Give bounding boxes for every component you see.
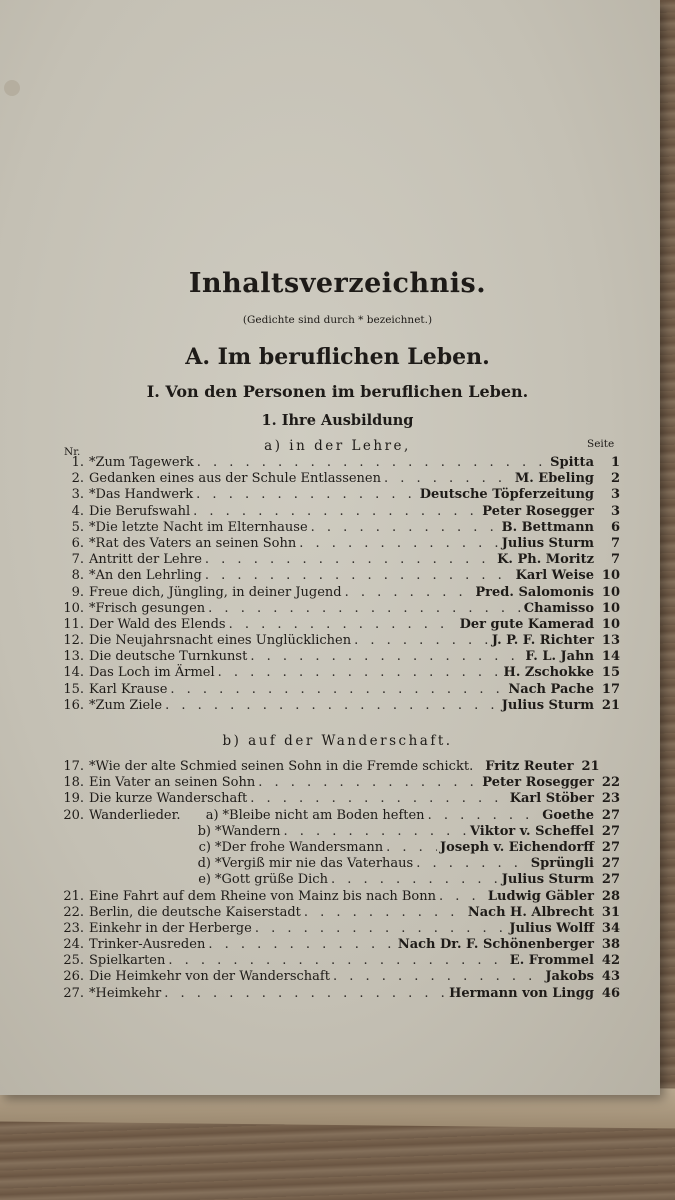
leader-dots bbox=[205, 568, 513, 584]
entry-title-cell bbox=[84, 471, 381, 487]
entry-author: Pred. Salomonis bbox=[475, 584, 594, 600]
entry-author: E. Frommel bbox=[509, 953, 594, 969]
entry-number: 14. bbox=[63, 665, 84, 681]
entry-title: *Zum Ziele bbox=[89, 697, 163, 713]
entry-letter: d) bbox=[197, 856, 211, 872]
toc-entry bbox=[58, 552, 620, 568]
leader-dots bbox=[197, 455, 547, 471]
entry-title: Eine Fahrt auf dem Rheine von Mainz bis nach Bonn bbox=[89, 888, 436, 904]
entry-number: 13. bbox=[63, 649, 84, 665]
entry-page: 14 bbox=[601, 649, 620, 665]
leader-dots bbox=[299, 536, 499, 552]
entry-title-cell bbox=[84, 455, 194, 471]
toc-entry bbox=[58, 905, 620, 921]
toc-entry bbox=[58, 937, 620, 953]
toc-entry bbox=[58, 617, 620, 633]
entry-author: Jakobs bbox=[545, 969, 594, 985]
column-nr-label: Nr. bbox=[64, 446, 81, 458]
entry-number: 4. bbox=[71, 503, 84, 519]
entry-author: J. P. F. Richter bbox=[491, 633, 594, 649]
entry-title: *Rat des Vaters an seinen Sohn bbox=[89, 535, 297, 551]
entry-title-cell bbox=[84, 682, 167, 698]
entry-page: 38 bbox=[601, 937, 620, 953]
entry-title: Gedanken eines aus der Schule Entlassenen bbox=[89, 471, 381, 487]
entry-author: Nach H. Albrecht bbox=[467, 904, 594, 920]
poem-note: (Gedichte sind durch * bezeichnet.) bbox=[242, 314, 433, 326]
entry-number: 10. bbox=[63, 600, 84, 616]
entry-number: 2. bbox=[71, 471, 84, 487]
entry-page: 7 bbox=[610, 535, 620, 551]
entry-title-cell bbox=[84, 791, 247, 807]
entry-author: H. Zschokke bbox=[503, 665, 594, 681]
toc-entry bbox=[58, 455, 620, 471]
entry-title-cell bbox=[84, 986, 161, 1002]
toc-entry bbox=[58, 585, 620, 601]
entry-title-cell bbox=[84, 698, 162, 714]
entry-title-cell bbox=[84, 856, 413, 872]
toc-entry bbox=[58, 953, 620, 969]
leader-dots bbox=[258, 775, 479, 791]
entry-title: Die Neujahrsnacht eines Unglücklichen bbox=[89, 633, 352, 649]
leader-dots bbox=[165, 698, 499, 714]
entry-author: Peter Rosegger bbox=[482, 503, 594, 519]
entry-title: Das Loch im Ärmel bbox=[89, 665, 215, 681]
entry-title-cell bbox=[84, 520, 308, 536]
leader-dots bbox=[439, 889, 485, 905]
entry-page: 10 bbox=[601, 568, 620, 584]
entry-author: F. L. Jahn bbox=[525, 649, 594, 665]
entry-page: 10 bbox=[601, 584, 620, 600]
entry-title-cell bbox=[84, 840, 383, 856]
entry-page: 13 bbox=[601, 633, 620, 649]
toc-entry bbox=[58, 889, 620, 905]
entry-page: 43 bbox=[601, 969, 620, 985]
leader-dots bbox=[304, 905, 465, 921]
entry-title-cell bbox=[84, 808, 425, 824]
entry-subtitle: *Gott grüße Dich bbox=[215, 872, 328, 888]
entry-author: K. Ph. Moritz bbox=[497, 552, 594, 568]
entry-page: 28 bbox=[601, 888, 620, 904]
entry-number: 17. bbox=[63, 759, 84, 774]
leader-dots bbox=[193, 504, 479, 520]
entry-title-cell bbox=[84, 872, 328, 888]
leader-dots bbox=[255, 921, 507, 937]
entry-number: 27. bbox=[63, 985, 84, 1001]
leader-dots bbox=[168, 953, 506, 969]
toc-entry bbox=[58, 665, 620, 681]
entry-number: 25. bbox=[63, 953, 84, 969]
entry-title: *Frisch gesungen bbox=[89, 600, 206, 616]
entry-number: 19. bbox=[63, 791, 84, 807]
entry-author: Karl Weise bbox=[515, 568, 594, 584]
entry-page: 17 bbox=[601, 681, 620, 697]
toc-entry bbox=[58, 840, 620, 856]
entry-number: 11. bbox=[63, 616, 84, 632]
entry-page: 7 bbox=[610, 552, 620, 568]
entry-title: Trinker-Ausreden bbox=[89, 937, 206, 953]
leader-dots bbox=[428, 808, 540, 824]
entry-title: *Heimkehr bbox=[89, 985, 162, 1001]
leader-dots bbox=[416, 856, 528, 872]
toc-entry bbox=[58, 808, 620, 824]
leader-dots bbox=[164, 986, 446, 1002]
entry-page: 27 bbox=[601, 856, 620, 872]
entry-page: 22 bbox=[601, 775, 620, 791]
entry-page: 2 bbox=[610, 471, 620, 487]
entry-title-cell bbox=[84, 775, 255, 791]
entry-number: 18. bbox=[63, 775, 84, 791]
toc-entry bbox=[58, 856, 620, 872]
entry-page: 42 bbox=[601, 953, 620, 969]
entry-author: Nach Pache bbox=[508, 681, 594, 697]
entry-number: 24. bbox=[63, 937, 84, 953]
entry-page: 6 bbox=[610, 519, 620, 535]
toc-entry bbox=[58, 824, 620, 840]
entry-number: 16. bbox=[63, 697, 84, 713]
leader-dots bbox=[331, 872, 499, 888]
entry-author: Nach Dr. F. Schönenberger bbox=[397, 937, 594, 953]
entry-title: *Die letzte Nacht im Elternhause bbox=[89, 519, 308, 535]
entry-title-cell bbox=[84, 487, 193, 503]
page-title: Inhaltsverzeichnis. bbox=[188, 268, 487, 299]
entry-title: *Das Handwerk bbox=[89, 487, 194, 503]
entry-title: Antritt der Lehre bbox=[89, 552, 202, 568]
leader-dots bbox=[196, 487, 417, 503]
entry-number: 8. bbox=[71, 568, 84, 584]
leader-dots bbox=[205, 552, 494, 568]
entry-number: 3. bbox=[71, 487, 84, 503]
entry-page: 23 bbox=[601, 791, 620, 807]
entry-page: 1 bbox=[610, 455, 620, 470]
entry-page: 31 bbox=[601, 904, 620, 920]
toc-entry bbox=[58, 872, 620, 888]
entry-number: 12. bbox=[63, 633, 84, 649]
group-b-heading: b) auf der Wanderschaft. bbox=[222, 733, 453, 749]
toc-entry bbox=[58, 487, 620, 503]
entry-title-cell bbox=[84, 536, 296, 552]
entry-title: Einkehr in der Herberge bbox=[89, 920, 252, 936]
entry-page: 3 bbox=[610, 503, 620, 519]
entry-author: B. Bettmann bbox=[501, 519, 594, 535]
toc-entry bbox=[58, 969, 620, 985]
entry-author: Joseph v. Eichendorff bbox=[440, 839, 594, 855]
toc-entry bbox=[58, 568, 620, 584]
entry-title: Berlin, die deutsche Kaiserstadt bbox=[89, 904, 301, 920]
leader-dots bbox=[229, 617, 457, 633]
entry-number: 15. bbox=[63, 681, 84, 697]
entry-title-cell bbox=[84, 889, 436, 905]
toc-list-a bbox=[58, 455, 620, 714]
entry-title: Spielkarten bbox=[89, 953, 166, 969]
leader-dots bbox=[208, 937, 394, 953]
column-seite-label: Seite bbox=[587, 438, 615, 450]
entry-title-cell bbox=[84, 552, 202, 568]
leader-dots bbox=[250, 649, 522, 665]
toc-entry bbox=[58, 649, 620, 665]
leader-dots bbox=[208, 601, 521, 617]
entry-title-cell bbox=[84, 649, 247, 665]
entry-subtitle: *Bleibe nicht am Boden heften bbox=[222, 807, 425, 823]
toc-entry bbox=[58, 601, 620, 617]
entry-title-cell bbox=[84, 585, 342, 601]
leader-dots bbox=[345, 585, 473, 601]
leader-dots bbox=[218, 665, 501, 681]
entry-title: Freue dich, Jüngling, in deiner Jugend bbox=[89, 584, 342, 600]
group-a-heading: a) in der Lehre, bbox=[264, 438, 411, 454]
entry-title-cell bbox=[84, 665, 215, 681]
entry-page: 34 bbox=[601, 920, 620, 936]
toc-entry bbox=[58, 504, 620, 520]
entry-page: 27 bbox=[601, 872, 620, 888]
entry-page: 10 bbox=[601, 600, 620, 616]
toc-entry bbox=[58, 698, 620, 714]
toc-entry bbox=[58, 986, 620, 1002]
entry-letter: b) bbox=[197, 823, 211, 839]
toc-list-b bbox=[58, 759, 620, 1002]
leader-dots bbox=[250, 791, 506, 807]
entry-author: Der gute Kamerad bbox=[459, 616, 594, 632]
entry-page: 21 bbox=[581, 759, 600, 774]
entry-title: Ein Vater an seinen Sohn bbox=[89, 775, 256, 791]
entry-subtitle: *Vergiß mir nie das Vaterhaus bbox=[215, 856, 414, 872]
entry-subtitle: *Wandern bbox=[215, 823, 281, 839]
entry-author: Hermann von Lingg bbox=[449, 985, 594, 1001]
entry-title-cell bbox=[84, 759, 473, 775]
entry-title: Wanderlieder. bbox=[89, 807, 181, 823]
entry-title-cell bbox=[84, 905, 301, 921]
entry-letter: e) bbox=[198, 872, 211, 888]
entry-author: Chamisso bbox=[523, 600, 594, 616]
entry-author: Viktor v. Scheffel bbox=[469, 823, 594, 839]
entry-number: 9. bbox=[71, 584, 84, 600]
entry-author: Ludwig Gäbler bbox=[487, 888, 594, 904]
entry-page: 21 bbox=[601, 697, 620, 713]
entry-page: 27 bbox=[601, 807, 620, 823]
entry-page: 27 bbox=[601, 839, 620, 855]
entry-author: Goethe bbox=[542, 807, 594, 823]
entry-title: Die Berufswahl bbox=[89, 503, 191, 519]
entry-title: Karl Krause bbox=[89, 681, 168, 697]
leader-dots bbox=[170, 682, 505, 698]
entry-title-cell bbox=[84, 921, 252, 937]
entry-page: 10 bbox=[601, 616, 620, 632]
entry-title: *Zum Tagewerk bbox=[89, 455, 194, 470]
toc-entry bbox=[58, 471, 620, 487]
entry-author: Julius Wolff bbox=[509, 920, 594, 936]
page-spot bbox=[4, 80, 20, 96]
leader-dots bbox=[333, 969, 542, 985]
entry-number: 20. bbox=[63, 807, 84, 823]
subsection-heading: 1. Ihre Ausbildung bbox=[261, 412, 414, 429]
leader-dots bbox=[354, 633, 489, 649]
toc-entry bbox=[58, 520, 620, 536]
entry-title-cell bbox=[84, 824, 280, 840]
entry-author: Julius Sturm bbox=[501, 697, 594, 713]
entry-subtitle: *Der frohe Wandersmann bbox=[215, 839, 384, 855]
entry-author: M. Ebeling bbox=[514, 471, 594, 487]
entry-title-cell bbox=[84, 969, 330, 985]
entry-author: Peter Rosegger bbox=[482, 775, 594, 791]
entry-author: Spitta bbox=[550, 455, 594, 470]
entry-title: Die Heimkehr von der Wanderschaft bbox=[89, 969, 330, 985]
leader-dots bbox=[386, 840, 437, 856]
entry-number: 23. bbox=[63, 920, 84, 936]
entry-title: *Wie der alte Schmied seinen Sohn in die Fremde schickt. bbox=[89, 759, 474, 774]
entry-author: Julius Sturm bbox=[501, 535, 594, 551]
entry-author: Sprüngli bbox=[530, 856, 594, 872]
leader-dots bbox=[283, 824, 466, 840]
entry-page: 46 bbox=[601, 985, 620, 1001]
toc-entry bbox=[58, 536, 620, 552]
entry-author: Deutsche Töpferzeitung bbox=[419, 487, 594, 503]
toc-entry bbox=[58, 682, 620, 698]
entry-letter: a) bbox=[205, 807, 219, 823]
entry-number: 5. bbox=[71, 519, 84, 535]
entry-title: Die kurze Wanderschaft bbox=[89, 791, 248, 807]
entry-number: 6. bbox=[71, 535, 84, 551]
entry-page: 3 bbox=[610, 487, 620, 503]
leader-dots bbox=[384, 471, 512, 487]
entry-number: 7. bbox=[71, 552, 84, 568]
part-heading: A. Im beruflichen Leben. bbox=[185, 344, 490, 370]
entry-author: Karl Stöber bbox=[509, 791, 594, 807]
toc-entry bbox=[58, 791, 620, 807]
entry-number: 26. bbox=[63, 969, 84, 985]
entry-author: Julius Sturm bbox=[501, 872, 594, 888]
entry-title-cell bbox=[84, 601, 205, 617]
toc-entry bbox=[58, 775, 620, 791]
entry-title-cell bbox=[84, 953, 165, 969]
entry-page: 15 bbox=[601, 665, 620, 681]
entry-title-cell bbox=[84, 568, 202, 584]
entry-number: 1. bbox=[71, 455, 84, 470]
leader-dots bbox=[311, 520, 499, 536]
entry-author: Fritz Reuter bbox=[485, 759, 574, 774]
entry-title-cell bbox=[84, 633, 351, 649]
entry-title: *An den Lehrling bbox=[89, 568, 202, 584]
entry-title-cell bbox=[84, 504, 190, 520]
toc-entry bbox=[58, 633, 620, 649]
toc-entry bbox=[58, 921, 620, 937]
section-heading: I. Von den Personen im beruflichen Leben. bbox=[146, 382, 529, 401]
entry-title: Der Wald des Elends bbox=[89, 616, 226, 632]
entry-letter: c) bbox=[198, 839, 211, 855]
entry-title-cell bbox=[84, 937, 205, 953]
entry-number: 21. bbox=[63, 888, 84, 904]
entry-title-cell bbox=[84, 617, 226, 633]
entry-title: Die deutsche Turnkunst bbox=[89, 649, 248, 665]
toc-entry bbox=[58, 759, 620, 775]
entry-page: 27 bbox=[601, 823, 620, 839]
entry-number: 22. bbox=[63, 904, 84, 920]
